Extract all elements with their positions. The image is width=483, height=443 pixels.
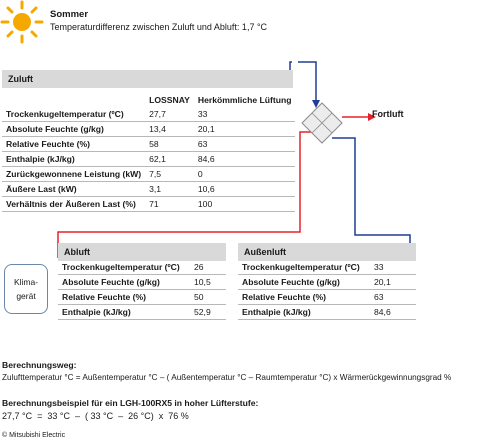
klima-geraet-box — [4, 264, 48, 314]
table-row: Enthalpie (kJ/kg) 62,1 84,6 — [2, 152, 295, 167]
table-row: Enthalpie (kJ/kg) 84,6 — [238, 305, 416, 320]
table-row: Trockenkugeltemperatur (ºC) 33 — [238, 260, 416, 275]
table-row: Enthalpie (kJ/kg) 52,9 — [58, 305, 226, 320]
calc-title: Berechnungsweg: — [2, 360, 77, 370]
table-row: Absolute Feuchte (g/kg) 13,4 20,1 — [2, 122, 295, 137]
table-row: Absolute Feuchte (g/kg) 20,1 — [238, 275, 416, 290]
zuluft-header: Zuluft — [2, 70, 293, 88]
table-row: Verhältnis der Äußeren Last (%) 71 100 — [2, 197, 295, 212]
fortluft-label: Fortluft — [372, 109, 404, 119]
season-subtitle: Temperaturdifferenz zwischen Zuluft und Abluft: 1,7 °C — [50, 22, 268, 32]
aussenluft-header: Außenluft — [238, 243, 416, 261]
table-row: Absolute Feuchte (g/kg) 10,5 — [58, 275, 226, 290]
copyright: © Mitsubishi Electric — [2, 432, 66, 439]
klima-line1: Klima- — [13, 277, 39, 287]
abluft-table — [58, 260, 226, 320]
heat-exchanger-icon — [302, 103, 342, 143]
table-row: Relative Feuchte (%) 63 — [238, 290, 416, 305]
example-title: Berechnungsbeispiel für ein LGH-100RX5 in hoher Lüfterstufe: — [2, 398, 259, 408]
col-conventional: Herkömmliche Lüftung — [197, 95, 292, 105]
example-formula: 27,7 °C = 33 °C – ( 33 °C – 26 °C) x 76 % — [2, 411, 189, 421]
table-row: Zurückgewonnene Leistung (kW) 7,5 0 — [2, 167, 295, 182]
zuluft-table — [2, 93, 295, 212]
abluft-header: Abluft — [58, 243, 226, 261]
outdoor-air-down-line — [332, 138, 410, 243]
table-row: Trockenkugeltemperatur (ºC) 26 — [58, 260, 226, 275]
klima-line2: gerät — [16, 291, 36, 301]
table-row: Relative Feuchte (%) 50 — [58, 290, 226, 305]
table-row: Trockenkugeltemperatur (ºC) 27,7 33 — [2, 107, 295, 122]
season-title: Sommer — [50, 9, 89, 20]
col-lossnay: LOSSNAY — [149, 95, 190, 105]
aussenluft-table — [238, 260, 416, 320]
table-row: Relative Feuchte (%) 58 63 — [2, 137, 295, 152]
table-row: Äußere Last (kW) 3,1 10,6 — [2, 182, 295, 197]
supply-air-line — [290, 62, 292, 70]
calc-formula: Zulufttemperatur °C = Außentemperatur °C – ( Außentemperatur °C – Raumtemperatur °C) x Wärmerückgewinnungsgrad % — [2, 373, 452, 382]
outdoor-air-line — [298, 62, 316, 102]
